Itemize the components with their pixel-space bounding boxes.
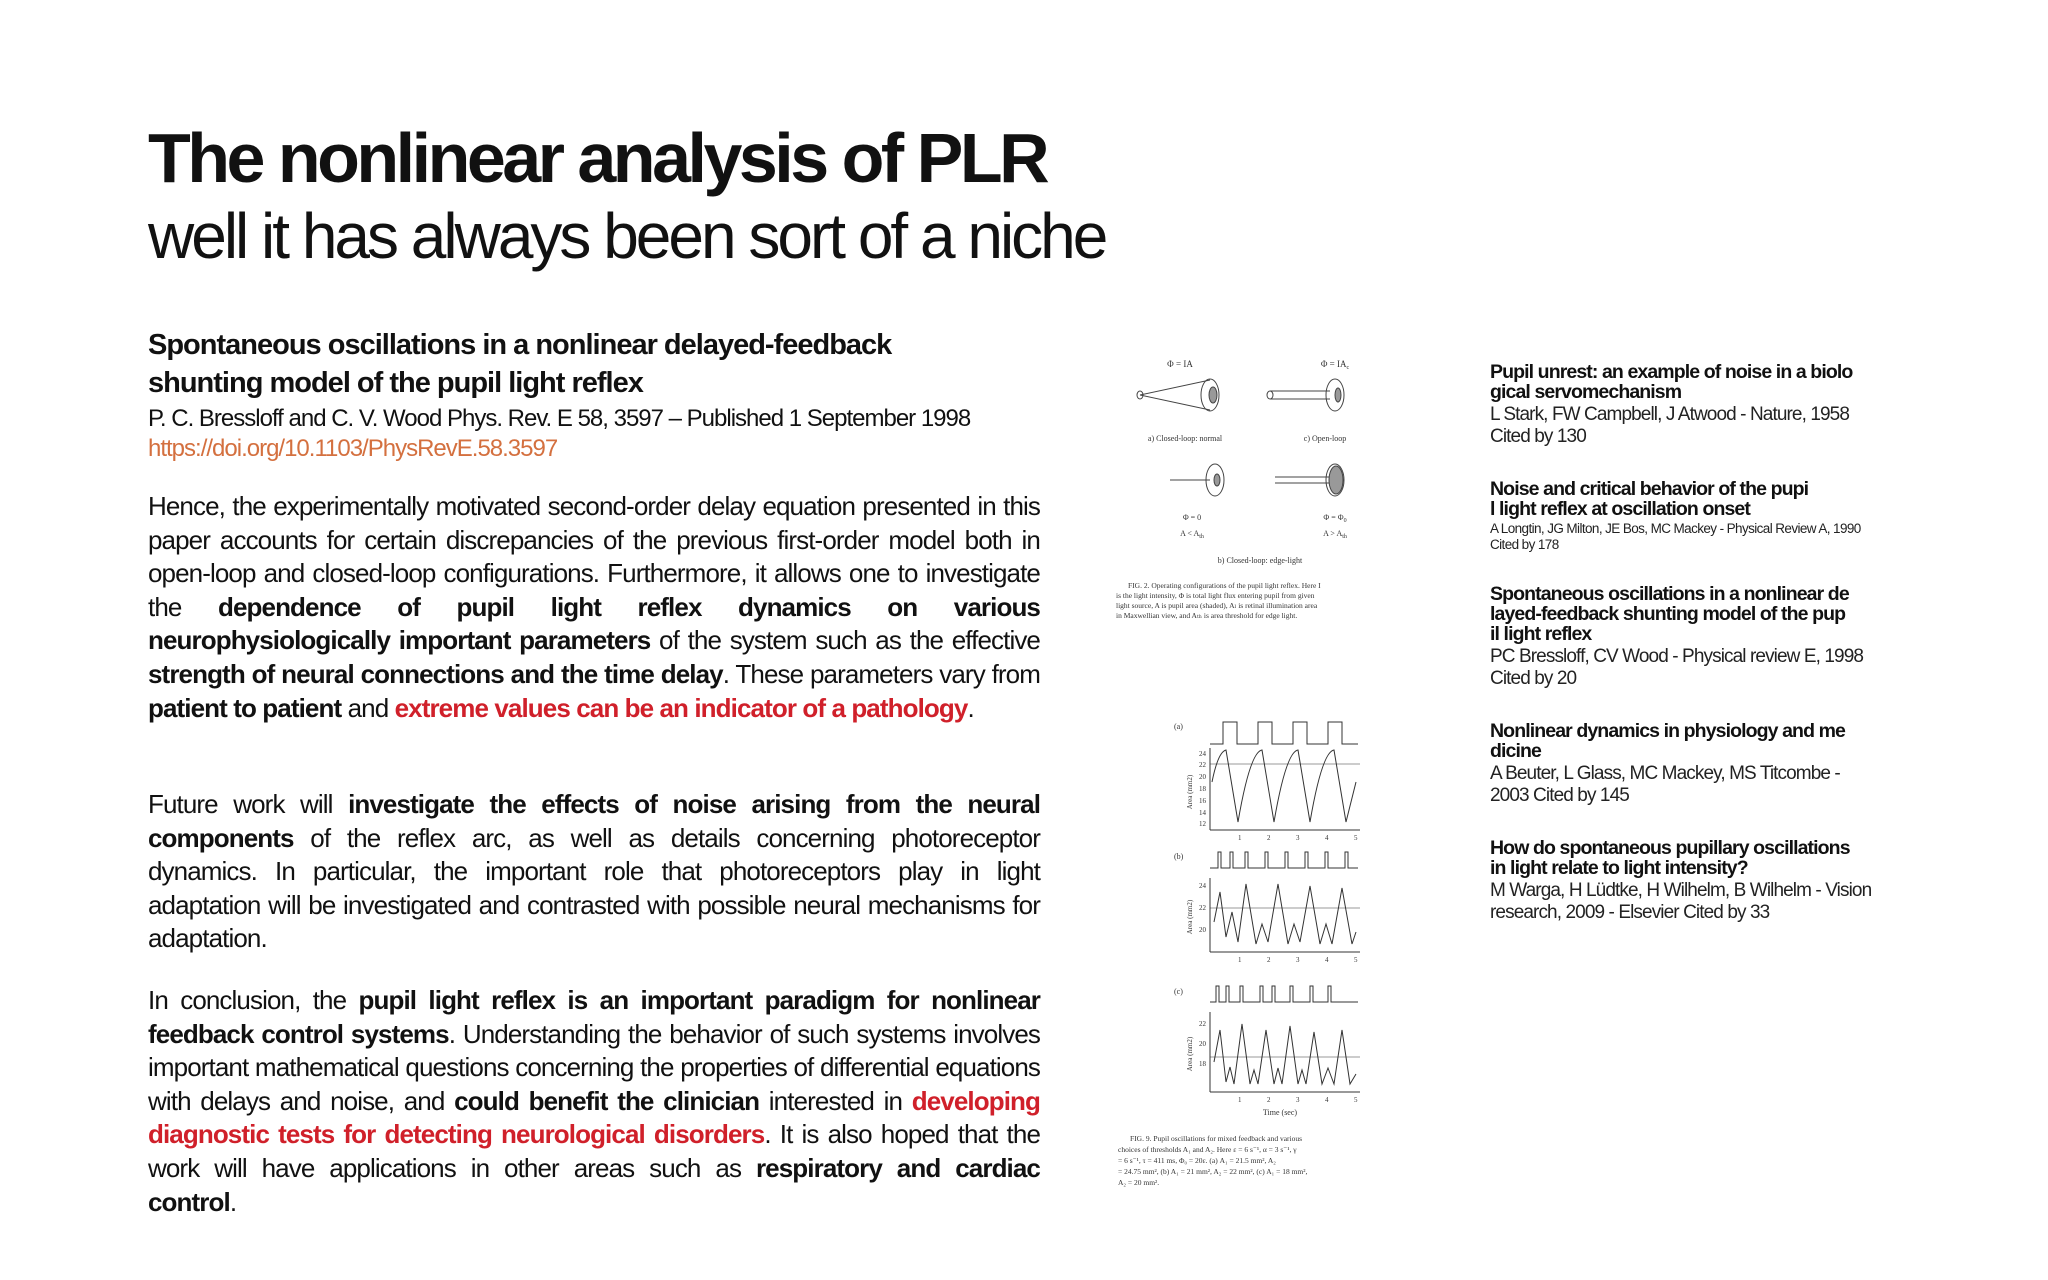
- reference-meta: M Warga, H Lüdtke, H Wilhelm, B Wilhelm - Vision research, 2009 - Elsevier Cited by 33: [1490, 880, 1872, 923]
- reference-list: [1490, 362, 1910, 955]
- reference-title: Noise and critical behavior of the pupi l light reflex at oscillation onset: [1490, 478, 1809, 520]
- p2-text-1: Future work will: [148, 789, 349, 819]
- svg-text:A₂ = 20 mm².: A₂ = 20 mm².: [1118, 1178, 1160, 1187]
- fig9-caption: [1118, 1134, 1308, 1187]
- fig9-a-trace: [1212, 750, 1356, 822]
- fig2-a-lt: $A < A_{th}$: [1180, 529, 1204, 540]
- svg-text:2: 2: [1267, 834, 1271, 842]
- reference-meta: A Beuter, L Glass, MC Mackey, MS Titcombe - 2003 Cited by 145: [1490, 763, 1840, 806]
- fig9-panel-b: (b): [1174, 852, 1184, 861]
- p1-bold-3: patient to patient: [148, 692, 342, 723]
- svg-text:4: 4: [1325, 834, 1329, 842]
- fig2-caption: [1116, 581, 1321, 620]
- slide-title: The nonlinear analysis of PLR: [148, 119, 1047, 197]
- svg-text:1: 1: [1238, 1096, 1242, 1104]
- reference-item-2[interactable]: [1490, 479, 1910, 553]
- reference-title: How do spontaneous pupillary oscillations in light relate to light intensity?: [1490, 837, 1850, 879]
- svg-text:18: 18: [1199, 1060, 1206, 1068]
- figure-9-pupil-oscillations: [1110, 712, 1410, 1208]
- reference-item-3[interactable]: [1490, 584, 1910, 690]
- fig2-phi-zero: Φ = 0: [1182, 513, 1202, 522]
- svg-text:Area (mm2): Area (mm2): [1186, 774, 1194, 810]
- p1-text-3: . These parameters vary from: [722, 658, 1040, 689]
- reference-title: Nonlinear dynamics in physiology and me dicine: [1490, 720, 1845, 762]
- reference-item-5[interactable]: [1490, 838, 1910, 924]
- svg-text:light source, A is pupil area: light source, A is pupil area (shaded), Aₗ is retinal illumination area: [1116, 601, 1318, 610]
- svg-text:is the light intensity, Φ is t: is the light intensity, Φ is total light flux entering pupil from given: [1116, 591, 1315, 600]
- reference-meta: L Stark, FW Campbell, J Atwood - Nature, 1958 Cited by 130: [1490, 404, 1850, 447]
- p3-bold-3: respiratory and cardiac control: [148, 1152, 1040, 1217]
- p3-bold-1: pupil light reflex is an important paradigm for nonlinear feedback control systems: [148, 985, 1040, 1049]
- svg-text:24: 24: [1199, 882, 1206, 890]
- paragraph-future-work: [148, 788, 1040, 956]
- svg-text:Area (mm2): Area (mm2): [1186, 899, 1194, 935]
- fig2-label-a: a) Closed-loop: normal: [1147, 434, 1223, 443]
- fig9-panel-a: (a): [1174, 722, 1183, 731]
- fig9-xlabel: Time (sec): [1262, 1108, 1298, 1117]
- p3-text-5: .: [229, 1186, 237, 1217]
- p1-text-1: Hence, the experimentally motivated second-order delay equation presented in this paper accounts for certain discrepancies of the previous first-order model both in open-loop and closed-loop configurations. Furthermore, it allows one to investigate the: [148, 491, 1040, 622]
- reference-meta: PC Bressloff, CV Wood - Physical review E, 1998 Cited by 20: [1490, 646, 1864, 689]
- svg-text:20: 20: [1199, 926, 1206, 934]
- fig2-openloop-diagram: [1267, 379, 1344, 411]
- reference-item-1[interactable]: [1490, 362, 1910, 448]
- fig2-a-gt: $A > A_{th}$: [1323, 529, 1347, 540]
- paper-doi-link[interactable]: https://doi.org/10.1103/PhysRevE.58.3597: [148, 435, 558, 462]
- p3-text-4: . It is also hoped that the work will have applications in other areas such as: [148, 1119, 1041, 1183]
- svg-text:24: 24: [1199, 750, 1206, 758]
- p1-bold-1: dependence of pupil light reflex dynamics on various neurophysiologically important parameters: [148, 591, 1040, 656]
- fig2-phi-ia: Φ = IA: [1167, 359, 1193, 369]
- svg-text:3: 3: [1296, 956, 1300, 964]
- reference-meta: A Longtin, JG Milton, JE Bos, MC Mackey - Physical Review A, 1990 Cited by 178: [1490, 521, 1861, 552]
- p3-text-3: interested in: [759, 1085, 912, 1116]
- paper-title: [148, 326, 1048, 402]
- p1-text-4: and: [341, 692, 395, 723]
- paper-citation: [148, 326, 1048, 464]
- svg-text:in Maxwellian view, and Aₜₕ is: in Maxwellian view, and Aₜₕ is area threshold for edge light.: [1116, 611, 1298, 620]
- p3-text-1: In conclusion, the: [148, 985, 359, 1015]
- p3-text-2: . Understanding the behavior of such systems involves important mathematical questions concerning the properties of differential equations with delays and noise, and: [148, 1018, 1040, 1116]
- p1-bold-2: strength of neural connections and the time delay: [148, 658, 723, 689]
- svg-text:2: 2: [1267, 1096, 1271, 1104]
- svg-text:3: 3: [1296, 834, 1300, 842]
- svg-text:4: 4: [1325, 956, 1329, 964]
- p3-highlight: developing diagnostic tests for detecting neurological disorders: [148, 1085, 1040, 1150]
- p3-bold-2: could benefit the clinician: [454, 1085, 760, 1116]
- reference-title: Pupil unrest: an example of noise in a biolo gical servomechanism: [1490, 361, 1853, 403]
- svg-text:FIG. 2. Operating configuratio: FIG. 2. Operating configurations of the pupil light reflex. Here I: [1128, 581, 1321, 590]
- svg-text:14: 14: [1199, 809, 1206, 817]
- svg-text:3: 3: [1296, 1096, 1300, 1104]
- fig2-label-c: c) Open-loop: [1303, 434, 1347, 443]
- svg-text:5: 5: [1354, 1096, 1358, 1104]
- fig2-phi-iac: $\Phi = IA_c$: [1320, 359, 1350, 371]
- svg-text:22: 22: [1199, 761, 1206, 769]
- svg-text:4: 4: [1325, 1096, 1329, 1104]
- fig9-b-stimulus: [1210, 852, 1358, 868]
- svg-text:5: 5: [1354, 956, 1358, 964]
- slide-subtitle: well it has always been sort of a niche: [148, 200, 1106, 272]
- svg-text:22: 22: [1199, 1020, 1206, 1028]
- p2-bold-1: investigate the effects of noise arising from the neural components: [148, 789, 1041, 853]
- paper-title-line-1: Spontaneous oscillations in a nonlinear delayed-feedback: [148, 329, 892, 361]
- fig9-c-trace: [1214, 1024, 1356, 1084]
- paragraph-conclusion: [148, 984, 1040, 1219]
- fig9-c-stimulus: [1210, 986, 1358, 1002]
- svg-text:18: 18: [1199, 785, 1206, 793]
- svg-text:16: 16: [1199, 797, 1206, 805]
- reference-title: Spontaneous oscillations in a nonlinear de layed-feedback shunting model of the pup il light reflex: [1490, 583, 1849, 645]
- svg-text:1: 1: [1238, 834, 1242, 842]
- p1-text-2: of the system such as the effective: [650, 625, 1040, 656]
- svg-text:= 6 s⁻¹, τ = 411 ms, Φ₀ = 20ε.: = 6 s⁻¹, τ = 411 ms, Φ₀ = 20ε. (a) A₁ = 21.5 mm², A₂: [1118, 1156, 1276, 1165]
- fig2-cone-diagram: [1137, 379, 1219, 411]
- figure-2-configurations: [1110, 355, 1400, 635]
- svg-text:2: 2: [1267, 956, 1271, 964]
- paper-authors: P. C. Bressloff and C. V. Wood Phys. Rev. E 58, 3597 – Published 1 September 1998: [148, 405, 971, 432]
- svg-text:choices of thresholds A₁ and A: choices of thresholds A₁ and A₂. Here ε = 6 s⁻¹, α = 3 s⁻¹, γ: [1118, 1145, 1297, 1154]
- fig9-b-trace: [1214, 884, 1356, 944]
- reference-item-4[interactable]: [1490, 721, 1910, 807]
- svg-text:20: 20: [1199, 1040, 1206, 1048]
- fig2-edge-dark-diagram: [1170, 464, 1224, 496]
- paragraph-findings: [148, 490, 1040, 725]
- svg-text:20: 20: [1199, 773, 1206, 781]
- svg-text:FIG. 9. Pupil oscillations for: FIG. 9. Pupil oscillations for mixed feedback and various: [1130, 1134, 1303, 1143]
- svg-text:12: 12: [1199, 820, 1206, 828]
- fig2-label-b: b) Closed-loop: edge-light: [1217, 556, 1303, 565]
- svg-text:= 24.75 mm², (b) A₁ = 21 mm²,: = 24.75 mm², (b) A₁ = 21 mm², A₂ = 22 mm², (c) A₁ = 18 mm²,: [1118, 1167, 1308, 1176]
- svg-text:1: 1: [1238, 956, 1242, 964]
- p2-text-2: of the reflex arc, as well as details concerning photoreceptor dynamics. In particular, the important role that photoreceptors play in light adaptation will be investigated and contrasted with possible neural mechanisms for adaptation.: [148, 822, 1040, 954]
- fig9-panel-c: (c): [1174, 987, 1183, 996]
- p1-text-5: .: [967, 692, 974, 723]
- svg-text:22: 22: [1199, 904, 1206, 912]
- svg-text:Area (mm2): Area (mm2): [1186, 1036, 1194, 1072]
- fig2-phi-0: $\Phi = \Phi_0$: [1323, 513, 1347, 524]
- paper-title-line-2: shunting model of the pupil light reflex: [148, 367, 643, 399]
- fig2-edge-light-diagram: [1275, 464, 1344, 496]
- fig9-a-stimulus: [1210, 722, 1358, 744]
- p1-highlight: extreme values can be an indicator of a pathology: [394, 692, 968, 723]
- svg-text:5: 5: [1354, 834, 1358, 842]
